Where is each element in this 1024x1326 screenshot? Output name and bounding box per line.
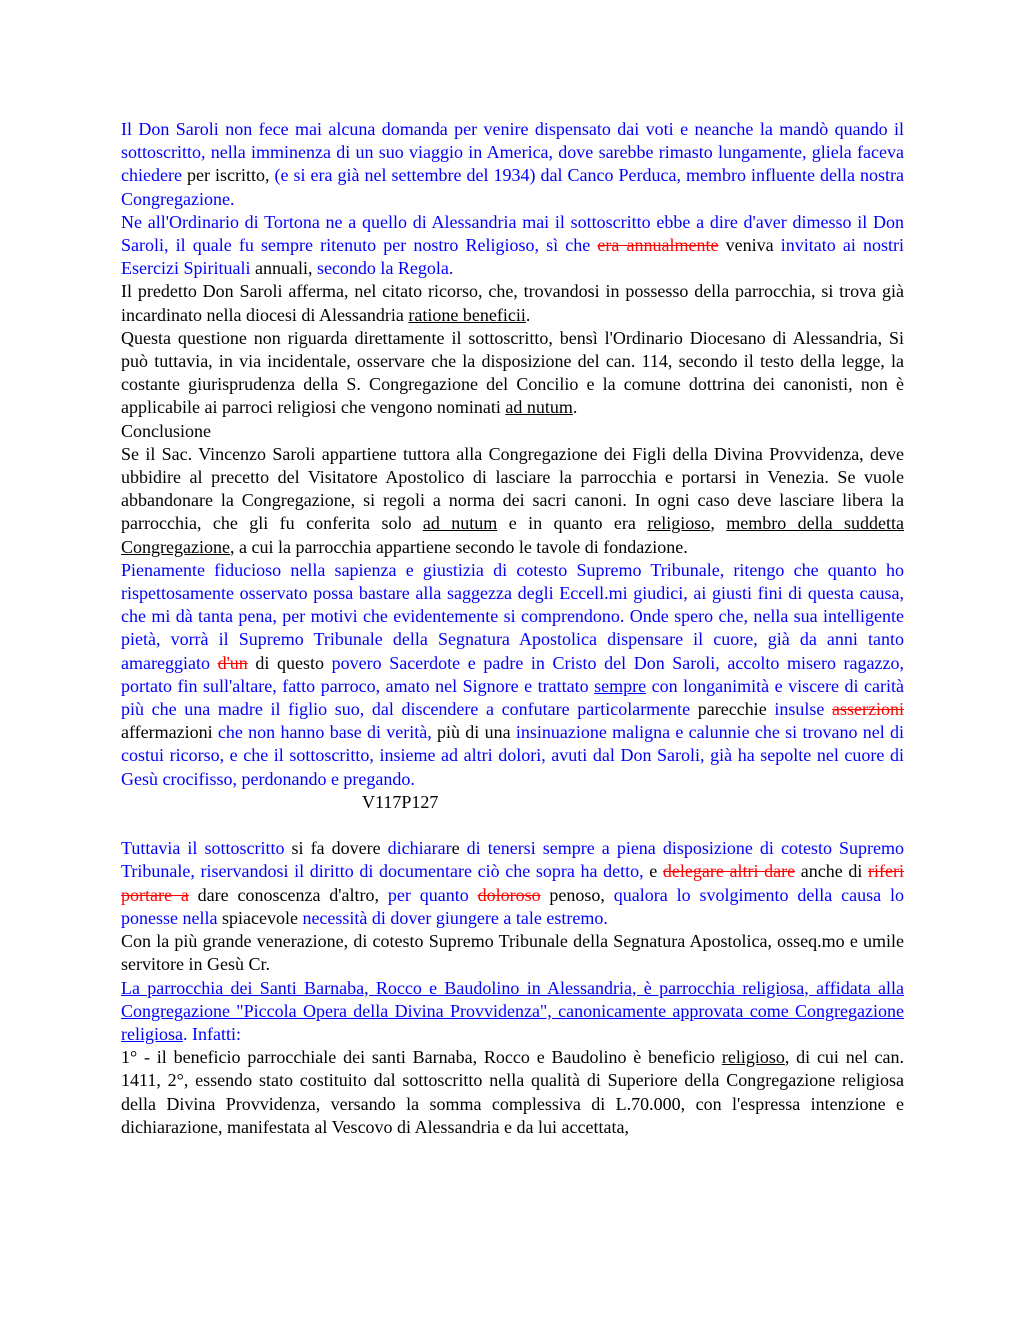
paragraph-no-dispensation — [121, 118, 904, 211]
text-run: necessità di dover giungere a tale estremo. — [302, 907, 608, 928]
text-run: (e si era già nel settembre del 1934) dal Canco Perduca, membro influente della nostra Congregazione. — [121, 165, 904, 209]
text-run: invitato ai nostri Esercizi Spirituali — [121, 235, 905, 279]
text-run: per iscritto, — [181, 165, 275, 186]
text-run: che non hanno base di verità, — [217, 722, 432, 743]
text-run: dare conoscenza d'altro, — [188, 884, 388, 905]
text-run: dichiarar — [387, 838, 452, 859]
section-heading-conclusione — [121, 420, 904, 443]
text-run: e in quanto era — [497, 513, 648, 534]
text-run: e — [451, 838, 467, 859]
document-page — [121, 118, 904, 1139]
underlined-text: religioso — [647, 513, 711, 534]
text-run — [469, 885, 478, 905]
text-run: Con la più grande venerazione, di cotesto Supremo Tribunale della Segnatura Apostolica, osseq.mo e umile servitore in Gesù Cr. — [121, 931, 904, 975]
paragraph-ordinaries — [121, 211, 904, 281]
paragraph-closing-salutation — [121, 930, 904, 976]
text-run: e — [643, 861, 663, 882]
text-run: Tuttavia il sottoscritto — [121, 838, 285, 859]
text-run: Pienamente fiducioso nella sapienza e giustizia di cotesto Supremo Tribunale, ritengo che quanto ho rispettosamente osservato possa bastare alla saggezza degli Eccell.mi giudici, ai giusti fini di questa causa, che mi dà tanta pena, per motivi che evidentemente si comprendono. Onde spero che, nella sua intelligente pietà, vorrà il Supremo Tribunale della Segnatura Apostolica dispensare il cuore, già da anni tanto amareggiato — [121, 559, 904, 673]
deleted-text: d'un — [217, 652, 248, 673]
text-run: , — [710, 513, 727, 534]
text-run: anche di — [795, 861, 869, 882]
text-run: qualora lo svolgimento della causa lo ponesse nella — [121, 884, 904, 928]
text-run: per quanto — [387, 884, 469, 905]
underlined-text: membro della suddetta Congregazione — [121, 513, 905, 557]
text-run: più di una — [431, 722, 516, 743]
text-run: povero Sacerdote e padre in Cristo del Don Saroli, accolto misero ragazzo, portato fin sull'altare, fatto parroco, amato nel Signore e trattato — [121, 652, 904, 696]
text-run: , di cui nel can. 1411, 2°, essendo stato costituito dal sottoscritto nella qualità di Superiore della Congregazione religiosa della Divina Provvidenza, versando la somma complessiva di L.70.000, con l'espressa intenzione e dichiarazione, manifestata al Vescovo di Alessandria e da lui accettata, — [121, 1047, 904, 1137]
paragraph-canon-114 — [121, 327, 904, 420]
heading-text: Conclusione — [121, 420, 211, 441]
text-run: . Infatti: — [182, 1023, 241, 1044]
paragraph-parish-religious — [121, 977, 904, 1047]
text-run: , a cui la parrocchia appartiene secondo le tavole di fondazione. — [229, 536, 688, 557]
text-run — [824, 699, 832, 719]
text-run: Questa questione non riguarda direttamente il sottoscritto, bensì l'Ordinario Diocesano di Alessandria, Si può tuttavia, in via incidentale, osservare che la disposizione del can. 114, secondo il testo della legge, la costante giurisprudenza della S. Congregazione del Concilio e la comune dottrina dei canonisti, non è applicabile ai parroci religiosi che vengono nominati — [121, 327, 904, 418]
deleted-text: riferi portare a — [121, 861, 904, 905]
underlined-text: ratione beneficii — [408, 304, 526, 325]
page-reference-text: V117P127 — [362, 791, 439, 812]
text-run: affermazioni — [121, 722, 218, 743]
text-run: . — [572, 397, 578, 418]
text-run: Se il Sac. Vincenzo Saroli appartiene tuttora alla Congregazione dei Figli della Divina Provvidenza, deve ubbidire al precetto del Visitatore Apostolico di lasciare la parrocchia e portarsi in Venezia. Se vuole abbandonare la Congregazione, si regoli a norma dei sacri canoni. In ogni caso deve lasciare libera la parrocchia, che gli fu conferita solo — [121, 443, 904, 534]
text-run: insulse — [774, 699, 825, 720]
text-run: penoso, — [540, 884, 614, 905]
page-reference — [362, 791, 904, 814]
paragraph-incardination — [121, 280, 904, 326]
text-run: parecchie — [690, 699, 775, 720]
text-run: con longanimità e viscere di carità più che una madre il figlio suo, dal discendere a confutare particolarmente — [121, 675, 904, 720]
paragraph-confidence — [121, 559, 904, 791]
underlined-text: La parrocchia dei Santi Barnaba, Rocco e Baudolino in Alessandria, è parrocchia religiosa, affidata alla Congregazione "Piccola Opera della Divina Provvidenza", canonicamente approvata come Congregazione religiosa — [121, 977, 904, 1044]
underlined-text: ad nutum — [505, 397, 573, 418]
text-run: . — [525, 304, 531, 325]
text-run: insinuazione maligna e calunnie che si trovano nel di costui ricorso, e che il sottoscritto, insieme ad altri dolori, avuti dal Don Saroli, già ha sepolte nel cuore di Gesù crocifisso, perdonando e pregando. — [121, 722, 904, 789]
text-run: Ne all'Ordinario di Tortona ne a quello di Alessandria mai il sottoscritto ebbe a dire d'aver dimesso il Don Saroli, il quale fu sempre ritenuto per nostro Religioso, sì che — [121, 211, 904, 256]
text-run: di tenersi sempre a piena disposizione di cotesto Supremo Tribunale, riservandosi il diritto di documentare ciò che sopra ha detto, — [121, 838, 904, 882]
text-run: secondo la Regola. — [316, 258, 454, 279]
deleted-text: era annualmente — [597, 235, 719, 256]
paragraph-point-1 — [121, 1046, 904, 1139]
text-run: veniva — [718, 235, 781, 256]
deleted-text: doloroso — [477, 884, 541, 905]
text-run: annuali, — [250, 258, 317, 279]
deleted-text: delegare altri dare — [662, 861, 796, 882]
text-run: 1° - il beneficio parrocchiale dei santi Barnaba, Rocco e Baudolino è beneficio — [121, 1047, 722, 1068]
text-run: si fa dovere — [284, 838, 388, 859]
text-run: Il Don Saroli non fece mai alcuna domanda per venire dispensato dai voti e neanche la mandò quando il sottoscritto, nella imminenza di un suo viaggio in America, dove sarebbe rimasto lungamente, gliela faceva chiedere — [121, 119, 904, 186]
underlined-text: religioso — [721, 1047, 785, 1068]
paragraph-nevertheless — [121, 837, 904, 930]
paragraph-conclusion — [121, 443, 904, 559]
blank-line — [121, 814, 904, 837]
text-run: spiacevole — [217, 907, 303, 928]
underlined-text: ad nutum — [422, 513, 498, 534]
deleted-text: asserzioni — [832, 699, 905, 720]
underlined-text: sempre — [594, 675, 647, 696]
text-run: di questo — [247, 652, 332, 673]
text-run: Il predetto Don Saroli afferma, nel citato ricorso, che, trovandosi in possesso della parrocchia, si trova già incardinato nella diocesi di Alessandria — [121, 281, 904, 325]
